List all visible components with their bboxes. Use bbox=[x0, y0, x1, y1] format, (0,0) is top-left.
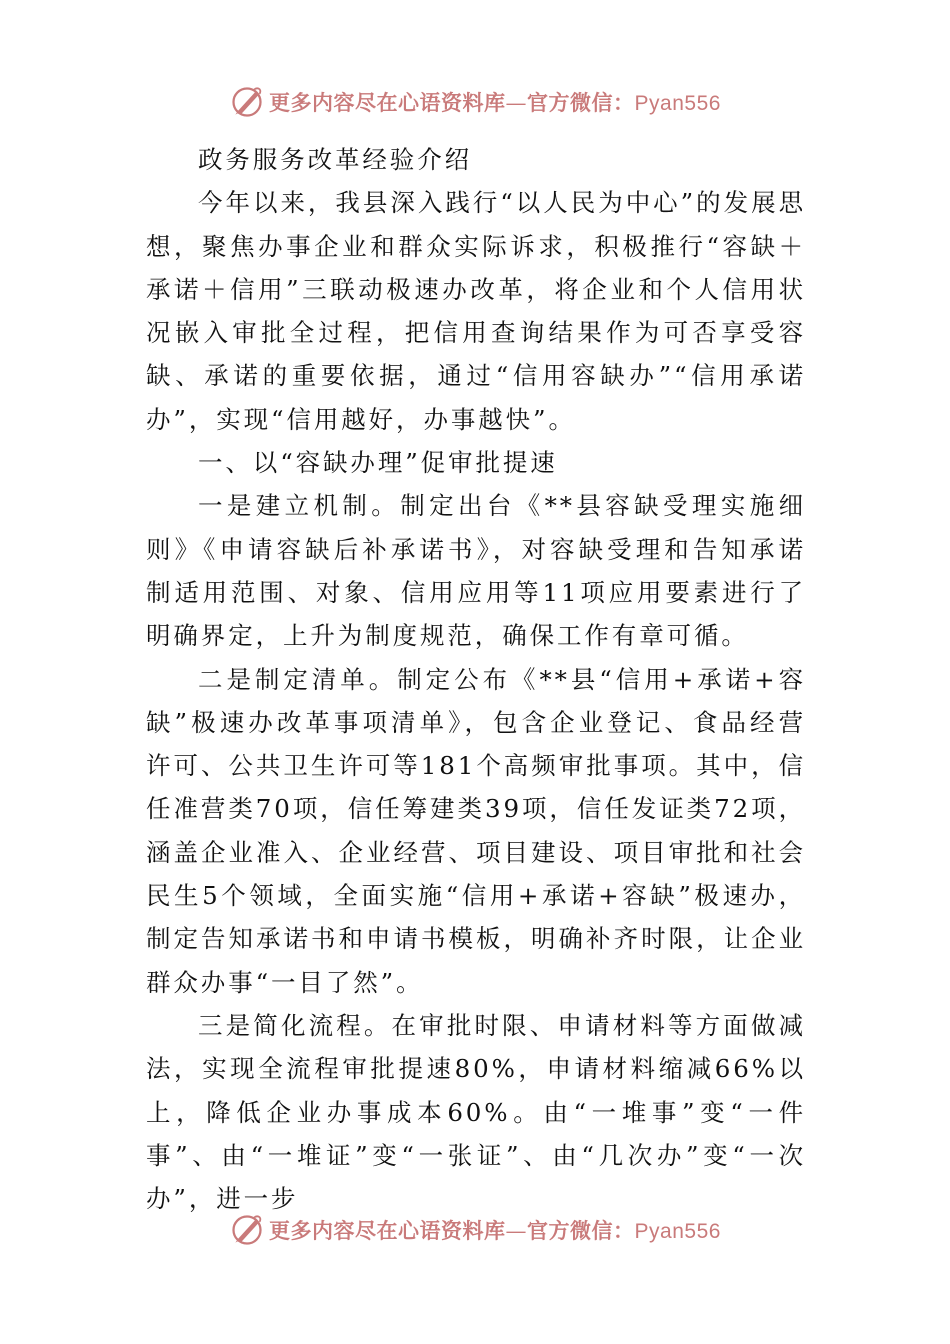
watermark-wechat-label: 官方微信： bbox=[527, 1218, 635, 1243]
watermark-wechat-label: 官方微信： bbox=[527, 90, 635, 115]
pen-quill-logo-icon bbox=[229, 84, 265, 120]
watermark-header bbox=[0, 80, 950, 124]
watermark-dash: — bbox=[505, 91, 528, 115]
document-title: 政务服务改革经验介绍 bbox=[198, 145, 472, 174]
watermark-site-text: 更多内容尽在心语资料库 bbox=[269, 1218, 506, 1243]
paragraph-process: 三是简化流程。在审批时限、申请材料等方面做减法，实现全流程审批提速80%，申请材料缩减66%以上，降低企业办事成本60%。由“一堆事”变“一件事”、由“一堆证”变“一张证”、由“几次办”变“一次办”，进一步 bbox=[146, 1010, 806, 1214]
watermark-dash: — bbox=[505, 1219, 528, 1243]
watermark-site-text: 更多内容尽在心语资料库 bbox=[269, 90, 506, 115]
paragraph-intro: 今年以来，我县深入践行“以人民为中心”的发展思想，聚焦办事企业和群众实际诉求，积极推行“容缺＋承诺＋信用”三联动极速办改革，将企业和个人信用状况嵌入审批全过程，把信用查询结果作为可否享受容缺、承诺的重要依据，通过“信用容缺办”“信用承诺办”，实现“信用越好，办事越快”。 bbox=[146, 188, 806, 434]
watermark-text bbox=[269, 1215, 721, 1245]
document-body bbox=[146, 138, 806, 1220]
section-heading-1: 一、以“容缺办理”促审批提速 bbox=[198, 448, 558, 478]
watermark-text bbox=[269, 87, 721, 117]
paragraph-mechanism: 一是建立机制。制定出台《**县容缺受理实施细则》《申请容缺后补承诺书》，对容缺受理和告知承诺制适用范围、对象、信用应用等11项应用要素进行了明确界定，上升为制度规范，确保工作有章可循。 bbox=[146, 491, 806, 651]
watermark-wechat-id: Pyan556 bbox=[634, 1220, 721, 1243]
watermark-footer bbox=[0, 1208, 950, 1252]
watermark-wechat-id: Pyan556 bbox=[634, 92, 721, 115]
pen-quill-logo-icon bbox=[229, 1212, 265, 1248]
paragraph-checklist: 二是制定清单。制定公布《**县“信用+承诺+容缺”极速办改革事项清单》，包含企业登记、食品经营许可、公共卫生许可等181个高频审批事项。其中，信任准营类70项，信任筹建类39项，信任发证类72项，涵盖企业准入、企业经营、项目建设、项目审批和社会民生5个领域，全面实施“信用+承诺+容缺”极速办，制定告知承诺书和申请书模板，明确补齐时限，让企业群众办事“一目了然”。 bbox=[146, 664, 806, 997]
